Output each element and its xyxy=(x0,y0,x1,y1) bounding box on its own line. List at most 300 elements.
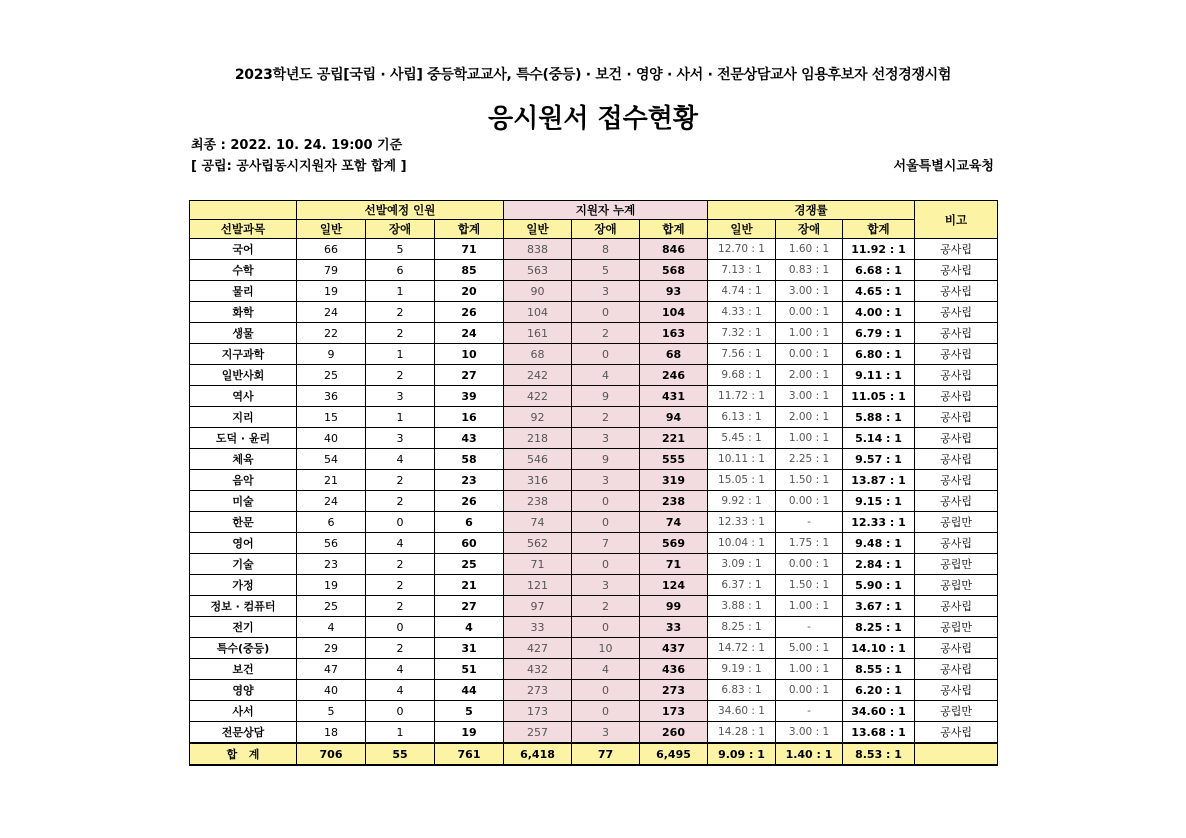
planned-total-cell: 16 xyxy=(435,407,504,428)
planned-general-cell: 19 xyxy=(297,281,366,302)
planned-disabled-cell: 1 xyxy=(366,722,435,744)
table-row xyxy=(190,659,998,680)
ratio-disabled-cell: 1.50 : 1 xyxy=(776,470,843,491)
applicants-total-cell: 437 xyxy=(640,638,708,659)
ratio-total-cell: 5.14 : 1 xyxy=(843,428,915,449)
planned-general-cell: 54 xyxy=(297,449,366,470)
planned-disabled-cell: 4 xyxy=(366,533,435,554)
ratio-disabled-cell: 3.00 : 1 xyxy=(776,386,843,407)
planned-disabled-cell: 4 xyxy=(366,680,435,701)
table-row xyxy=(190,722,998,744)
header-applicants: 지원자 누계 xyxy=(504,201,708,220)
planned-general-cell: 56 xyxy=(297,533,366,554)
subject-cell: 지리 xyxy=(190,407,297,428)
planned-general-cell: 79 xyxy=(297,260,366,281)
header-ratio: 경쟁률 xyxy=(708,201,915,220)
applicants-disabled-cell: 0 xyxy=(572,512,640,533)
ratio-disabled-cell: 1.75 : 1 xyxy=(776,533,843,554)
planned-total-cell: 71 xyxy=(435,239,504,260)
planned-disabled-cell: 0 xyxy=(366,617,435,638)
subject-cell: 체육 xyxy=(190,449,297,470)
ratio-total-cell: 9.57 : 1 xyxy=(843,449,915,470)
remark-cell: 공사립 xyxy=(915,428,998,449)
planned-disabled-cell: 2 xyxy=(366,302,435,323)
planned-total-cell: 85 xyxy=(435,260,504,281)
subject-cell: 도덕 · 윤리 xyxy=(190,428,297,449)
total-ratio-general-cell: 9.09 : 1 xyxy=(708,743,776,765)
ratio-disabled-cell: - xyxy=(776,512,843,533)
applicants-general-cell: 173 xyxy=(504,701,572,722)
ratio-disabled-cell: 2.00 : 1 xyxy=(776,407,843,428)
planned-general-cell: 21 xyxy=(297,470,366,491)
total-planned-total-cell: 761 xyxy=(435,743,504,765)
header-planned-general: 일반 xyxy=(297,220,366,239)
ratio-general-cell: 15.05 : 1 xyxy=(708,470,776,491)
applicants-disabled-cell: 3 xyxy=(572,428,640,449)
planned-disabled-cell: 6 xyxy=(366,260,435,281)
planned-disabled-cell: 2 xyxy=(366,554,435,575)
applicants-total-cell: 33 xyxy=(640,617,708,638)
table-row xyxy=(190,554,998,575)
ratio-total-cell: 6.20 : 1 xyxy=(843,680,915,701)
remark-cell: 공사립 xyxy=(915,491,998,512)
applicants-total-cell: 74 xyxy=(640,512,708,533)
applicants-disabled-cell: 0 xyxy=(572,701,640,722)
ratio-general-cell: 34.60 : 1 xyxy=(708,701,776,722)
table-row xyxy=(190,344,998,365)
subject-cell: 지구과학 xyxy=(190,344,297,365)
ratio-disabled-cell: - xyxy=(776,701,843,722)
subject-cell: 수학 xyxy=(190,260,297,281)
ratio-disabled-cell: 0.00 : 1 xyxy=(776,302,843,323)
planned-general-cell: 23 xyxy=(297,554,366,575)
applicants-disabled-cell: 3 xyxy=(572,575,640,596)
remark-cell: 공립만 xyxy=(915,512,998,533)
table-row xyxy=(190,260,998,281)
header-applicants-total: 합계 xyxy=(640,220,708,239)
total-planned-general-cell: 706 xyxy=(297,743,366,765)
applicants-total-cell: 124 xyxy=(640,575,708,596)
ratio-total-cell: 6.80 : 1 xyxy=(843,344,915,365)
subject-cell: 정보 · 컴퓨터 xyxy=(190,596,297,617)
planned-total-cell: 21 xyxy=(435,575,504,596)
applicants-total-cell: 99 xyxy=(640,596,708,617)
planned-disabled-cell: 2 xyxy=(366,575,435,596)
remark-cell: 공사립 xyxy=(915,386,998,407)
planned-disabled-cell: 2 xyxy=(366,596,435,617)
planned-total-cell: 5 xyxy=(435,701,504,722)
subject-cell: 역사 xyxy=(190,386,297,407)
planned-disabled-cell: 1 xyxy=(366,281,435,302)
applicants-disabled-cell: 0 xyxy=(572,617,640,638)
subject-cell: 생물 xyxy=(190,323,297,344)
remark-cell: 공사립 xyxy=(915,323,998,344)
ratio-general-cell: 14.72 : 1 xyxy=(708,638,776,659)
applicants-disabled-cell: 0 xyxy=(572,554,640,575)
ratio-general-cell: 12.33 : 1 xyxy=(708,512,776,533)
applicants-disabled-cell: 3 xyxy=(572,722,640,744)
ratio-general-cell: 6.13 : 1 xyxy=(708,407,776,428)
ratio-disabled-cell: - xyxy=(776,617,843,638)
subject-cell: 사서 xyxy=(190,701,297,722)
ratio-disabled-cell: 2.25 : 1 xyxy=(776,449,843,470)
ratio-total-cell: 4.00 : 1 xyxy=(843,302,915,323)
planned-general-cell: 24 xyxy=(297,491,366,512)
applicants-disabled-cell: 2 xyxy=(572,323,640,344)
header-ratio-total: 합계 xyxy=(843,220,915,239)
planned-disabled-cell: 2 xyxy=(366,491,435,512)
applicants-general-cell: 33 xyxy=(504,617,572,638)
remark-cell: 공사립 xyxy=(915,344,998,365)
applicants-general-cell: 218 xyxy=(504,428,572,449)
ratio-disabled-cell: 0.00 : 1 xyxy=(776,680,843,701)
total-applicants-total-cell: 6,495 xyxy=(640,743,708,765)
subject-cell: 전문상담 xyxy=(190,722,297,744)
applicants-total-cell: 260 xyxy=(640,722,708,744)
application-status-table xyxy=(189,200,998,766)
ratio-general-cell: 9.19 : 1 xyxy=(708,659,776,680)
applicants-total-cell: 173 xyxy=(640,701,708,722)
ratio-disabled-cell: 1.50 : 1 xyxy=(776,575,843,596)
total-row xyxy=(190,743,998,765)
planned-disabled-cell: 5 xyxy=(366,239,435,260)
planned-total-cell: 20 xyxy=(435,281,504,302)
aggregation-note: [ 공립: 공사립동시지원자 포함 합계 ] xyxy=(191,159,407,174)
planned-total-cell: 6 xyxy=(435,512,504,533)
ratio-general-cell: 14.28 : 1 xyxy=(708,722,776,744)
planned-disabled-cell: 3 xyxy=(366,386,435,407)
applicants-general-cell: 68 xyxy=(504,344,572,365)
applicants-general-cell: 427 xyxy=(504,638,572,659)
applicants-general-cell: 242 xyxy=(504,365,572,386)
planned-disabled-cell: 0 xyxy=(366,701,435,722)
planned-general-cell: 5 xyxy=(297,701,366,722)
ratio-general-cell: 7.56 : 1 xyxy=(708,344,776,365)
ratio-disabled-cell: 3.00 : 1 xyxy=(776,281,843,302)
remark-cell: 공립만 xyxy=(915,701,998,722)
applicants-total-cell: 431 xyxy=(640,386,708,407)
planned-total-cell: 19 xyxy=(435,722,504,744)
applicants-general-cell: 238 xyxy=(504,491,572,512)
applicants-total-cell: 846 xyxy=(640,239,708,260)
table-row xyxy=(190,239,998,260)
applicants-disabled-cell: 7 xyxy=(572,533,640,554)
planned-general-cell: 29 xyxy=(297,638,366,659)
applicants-general-cell: 273 xyxy=(504,680,572,701)
header-applicants-disabled: 장애 xyxy=(572,220,640,239)
applicants-disabled-cell: 2 xyxy=(572,596,640,617)
applicants-total-cell: 319 xyxy=(640,470,708,491)
ratio-total-cell: 12.33 : 1 xyxy=(843,512,915,533)
planned-total-cell: 39 xyxy=(435,386,504,407)
planned-total-cell: 27 xyxy=(435,596,504,617)
planned-total-cell: 24 xyxy=(435,323,504,344)
applicants-total-cell: 221 xyxy=(640,428,708,449)
ratio-total-cell: 5.88 : 1 xyxy=(843,407,915,428)
table-row xyxy=(190,638,998,659)
planned-general-cell: 40 xyxy=(297,680,366,701)
applicants-total-cell: 104 xyxy=(640,302,708,323)
remark-cell: 공사립 xyxy=(915,407,998,428)
planned-general-cell: 40 xyxy=(297,428,366,449)
table-row xyxy=(190,533,998,554)
applicants-total-cell: 68 xyxy=(640,344,708,365)
planned-disabled-cell: 1 xyxy=(366,344,435,365)
subject-cell: 물리 xyxy=(190,281,297,302)
subject-cell: 기술 xyxy=(190,554,297,575)
ratio-general-cell: 7.13 : 1 xyxy=(708,260,776,281)
applicants-general-cell: 422 xyxy=(504,386,572,407)
applicants-general-cell: 121 xyxy=(504,575,572,596)
subject-cell: 화학 xyxy=(190,302,297,323)
applicants-general-cell: 838 xyxy=(504,239,572,260)
applicants-disabled-cell: 0 xyxy=(572,680,640,701)
applicants-general-cell: 316 xyxy=(504,470,572,491)
ratio-total-cell: 9.48 : 1 xyxy=(843,533,915,554)
applicants-disabled-cell: 2 xyxy=(572,407,640,428)
planned-total-cell: 23 xyxy=(435,470,504,491)
planned-general-cell: 25 xyxy=(297,596,366,617)
header-planned: 선발예정 인원 xyxy=(297,201,504,220)
planned-total-cell: 25 xyxy=(435,554,504,575)
ratio-general-cell: 9.92 : 1 xyxy=(708,491,776,512)
remark-cell: 공립만 xyxy=(915,575,998,596)
planned-general-cell: 9 xyxy=(297,344,366,365)
header-applicants-general: 일반 xyxy=(504,220,572,239)
total-applicants-general-cell: 6,418 xyxy=(504,743,572,765)
ratio-total-cell: 9.15 : 1 xyxy=(843,491,915,512)
header-remark: 비고 xyxy=(915,201,998,239)
planned-total-cell: 26 xyxy=(435,491,504,512)
ratio-total-cell: 8.55 : 1 xyxy=(843,659,915,680)
applicants-disabled-cell: 9 xyxy=(572,386,640,407)
planned-general-cell: 25 xyxy=(297,365,366,386)
ratio-disabled-cell: 1.60 : 1 xyxy=(776,239,843,260)
ratio-disabled-cell: 1.00 : 1 xyxy=(776,596,843,617)
applicants-total-cell: 238 xyxy=(640,491,708,512)
applicants-general-cell: 432 xyxy=(504,659,572,680)
applicants-general-cell: 92 xyxy=(504,407,572,428)
total-ratio-total-cell: 8.53 : 1 xyxy=(843,743,915,765)
ratio-total-cell: 2.84 : 1 xyxy=(843,554,915,575)
applicants-general-cell: 71 xyxy=(504,554,572,575)
planned-disabled-cell: 0 xyxy=(366,512,435,533)
ratio-total-cell: 13.68 : 1 xyxy=(843,722,915,744)
page-title: 응시원서 접수현황 xyxy=(488,104,698,134)
remark-cell: 공사립 xyxy=(915,470,998,491)
ratio-general-cell: 8.25 : 1 xyxy=(708,617,776,638)
planned-general-cell: 15 xyxy=(297,407,366,428)
planned-general-cell: 19 xyxy=(297,575,366,596)
applicants-disabled-cell: 0 xyxy=(572,491,640,512)
applicants-disabled-cell: 0 xyxy=(572,302,640,323)
planned-total-cell: 31 xyxy=(435,638,504,659)
ratio-total-cell: 34.60 : 1 xyxy=(843,701,915,722)
planned-general-cell: 47 xyxy=(297,659,366,680)
remark-cell: 공사립 xyxy=(915,638,998,659)
ratio-disabled-cell: 0.00 : 1 xyxy=(776,554,843,575)
remark-cell: 공립만 xyxy=(915,554,998,575)
remark-cell: 공사립 xyxy=(915,659,998,680)
planned-disabled-cell: 2 xyxy=(366,365,435,386)
planned-general-cell: 36 xyxy=(297,386,366,407)
subject-cell: 영어 xyxy=(190,533,297,554)
ratio-total-cell: 4.65 : 1 xyxy=(843,281,915,302)
applicants-general-cell: 546 xyxy=(504,449,572,470)
ratio-total-cell: 3.67 : 1 xyxy=(843,596,915,617)
applicants-disabled-cell: 3 xyxy=(572,281,640,302)
remark-cell: 공사립 xyxy=(915,281,998,302)
total-ratio-disabled-cell: 1.40 : 1 xyxy=(776,743,843,765)
table-row xyxy=(190,302,998,323)
ratio-general-cell: 3.88 : 1 xyxy=(708,596,776,617)
total-applicants-disabled-cell: 77 xyxy=(572,743,640,765)
ratio-total-cell: 11.92 : 1 xyxy=(843,239,915,260)
total-subject-cell: 합 계 xyxy=(190,743,297,765)
table-row xyxy=(190,617,998,638)
ratio-total-cell: 6.79 : 1 xyxy=(843,323,915,344)
planned-general-cell: 18 xyxy=(297,722,366,744)
ratio-general-cell: 5.45 : 1 xyxy=(708,428,776,449)
ratio-total-cell: 13.87 : 1 xyxy=(843,470,915,491)
ratio-total-cell: 11.05 : 1 xyxy=(843,386,915,407)
planned-total-cell: 58 xyxy=(435,449,504,470)
planned-general-cell: 66 xyxy=(297,239,366,260)
planned-total-cell: 10 xyxy=(435,344,504,365)
subject-cell: 미술 xyxy=(190,491,297,512)
planned-disabled-cell: 3 xyxy=(366,428,435,449)
planned-disabled-cell: 1 xyxy=(366,407,435,428)
exam-subtitle: 2023학년도 공립[국립 · 사립] 중등학교교사, 특수(중등) · 보건 · 영양 · 사서 · 전문상담교사 임용후보자 선정경쟁시험 xyxy=(234,67,952,83)
applicants-total-cell: 569 xyxy=(640,533,708,554)
remark-cell: 공사립 xyxy=(915,239,998,260)
organization-name: 서울특별시교육청 xyxy=(893,159,994,174)
applicants-general-cell: 74 xyxy=(504,512,572,533)
subject-cell: 음악 xyxy=(190,470,297,491)
ratio-total-cell: 9.11 : 1 xyxy=(843,365,915,386)
ratio-total-cell: 8.25 : 1 xyxy=(843,617,915,638)
ratio-total-cell: 5.90 : 1 xyxy=(843,575,915,596)
applicants-disabled-cell: 5 xyxy=(572,260,640,281)
table-row xyxy=(190,491,998,512)
remark-cell: 공사립 xyxy=(915,722,998,744)
remark-cell: 공사립 xyxy=(915,680,998,701)
ratio-general-cell: 12.70 : 1 xyxy=(708,239,776,260)
ratio-disabled-cell: 0.83 : 1 xyxy=(776,260,843,281)
planned-disabled-cell: 4 xyxy=(366,659,435,680)
applicants-disabled-cell: 4 xyxy=(572,659,640,680)
remark-cell: 공사립 xyxy=(915,596,998,617)
ratio-disabled-cell: 1.00 : 1 xyxy=(776,428,843,449)
planned-general-cell: 4 xyxy=(297,617,366,638)
applicants-general-cell: 562 xyxy=(504,533,572,554)
remark-cell: 공립만 xyxy=(915,617,998,638)
remark-cell: 공사립 xyxy=(915,533,998,554)
subject-cell: 국어 xyxy=(190,239,297,260)
header-ratio-general: 일반 xyxy=(708,220,776,239)
ratio-disabled-cell: 1.00 : 1 xyxy=(776,323,843,344)
applicants-disabled-cell: 3 xyxy=(572,470,640,491)
planned-general-cell: 22 xyxy=(297,323,366,344)
planned-total-cell: 4 xyxy=(435,617,504,638)
applicants-general-cell: 104 xyxy=(504,302,572,323)
applicants-disabled-cell: 10 xyxy=(572,638,640,659)
table-row xyxy=(190,596,998,617)
table-row xyxy=(190,680,998,701)
ratio-disabled-cell: 2.00 : 1 xyxy=(776,365,843,386)
remark-cell: 공사립 xyxy=(915,302,998,323)
ratio-general-cell: 3.09 : 1 xyxy=(708,554,776,575)
ratio-general-cell: 9.68 : 1 xyxy=(708,365,776,386)
ratio-disabled-cell: 0.00 : 1 xyxy=(776,344,843,365)
subject-cell: 영양 xyxy=(190,680,297,701)
applicants-general-cell: 90 xyxy=(504,281,572,302)
subject-cell: 가정 xyxy=(190,575,297,596)
applicants-total-cell: 94 xyxy=(640,407,708,428)
applicants-disabled-cell: 8 xyxy=(572,239,640,260)
ratio-general-cell: 4.74 : 1 xyxy=(708,281,776,302)
header-planned-total: 합계 xyxy=(435,220,504,239)
ratio-disabled-cell: 1.00 : 1 xyxy=(776,659,843,680)
applicants-general-cell: 563 xyxy=(504,260,572,281)
applicants-total-cell: 93 xyxy=(640,281,708,302)
table-row xyxy=(190,449,998,470)
remark-cell: 공사립 xyxy=(915,260,998,281)
applicants-general-cell: 161 xyxy=(504,323,572,344)
header-blank xyxy=(190,201,297,220)
applicants-general-cell: 257 xyxy=(504,722,572,744)
planned-total-cell: 26 xyxy=(435,302,504,323)
table-row xyxy=(190,407,998,428)
applicants-total-cell: 568 xyxy=(640,260,708,281)
table-row xyxy=(190,575,998,596)
applicants-total-cell: 71 xyxy=(640,554,708,575)
applicants-total-cell: 246 xyxy=(640,365,708,386)
planned-total-cell: 51 xyxy=(435,659,504,680)
subject-cell: 전기 xyxy=(190,617,297,638)
ratio-general-cell: 10.04 : 1 xyxy=(708,533,776,554)
applicants-disabled-cell: 9 xyxy=(572,449,640,470)
table-row xyxy=(190,428,998,449)
ratio-general-cell: 6.83 : 1 xyxy=(708,680,776,701)
table-row xyxy=(190,512,998,533)
subject-cell: 특수(중등) xyxy=(190,638,297,659)
table-row xyxy=(190,323,998,344)
ratio-general-cell: 4.33 : 1 xyxy=(708,302,776,323)
planned-disabled-cell: 4 xyxy=(366,449,435,470)
subject-cell: 일반사회 xyxy=(190,365,297,386)
planned-total-cell: 44 xyxy=(435,680,504,701)
subject-cell: 보건 xyxy=(190,659,297,680)
ratio-general-cell: 7.32 : 1 xyxy=(708,323,776,344)
applicants-general-cell: 97 xyxy=(504,596,572,617)
planned-total-cell: 60 xyxy=(435,533,504,554)
ratio-disabled-cell: 5.00 : 1 xyxy=(776,638,843,659)
remark-cell: 공사립 xyxy=(915,365,998,386)
header-subject: 선발과목 xyxy=(190,220,297,239)
table-row xyxy=(190,701,998,722)
applicants-total-cell: 555 xyxy=(640,449,708,470)
applicants-disabled-cell: 4 xyxy=(572,365,640,386)
as-of-date: 최종 : 2022. 10. 24. 19:00 기준 xyxy=(191,138,403,153)
table-row xyxy=(190,281,998,302)
header-planned-disabled: 장애 xyxy=(366,220,435,239)
table-body xyxy=(190,239,998,766)
total-planned-disabled-cell: 55 xyxy=(366,743,435,765)
planned-general-cell: 6 xyxy=(297,512,366,533)
applicants-total-cell: 436 xyxy=(640,659,708,680)
header-ratio-disabled: 장애 xyxy=(776,220,843,239)
